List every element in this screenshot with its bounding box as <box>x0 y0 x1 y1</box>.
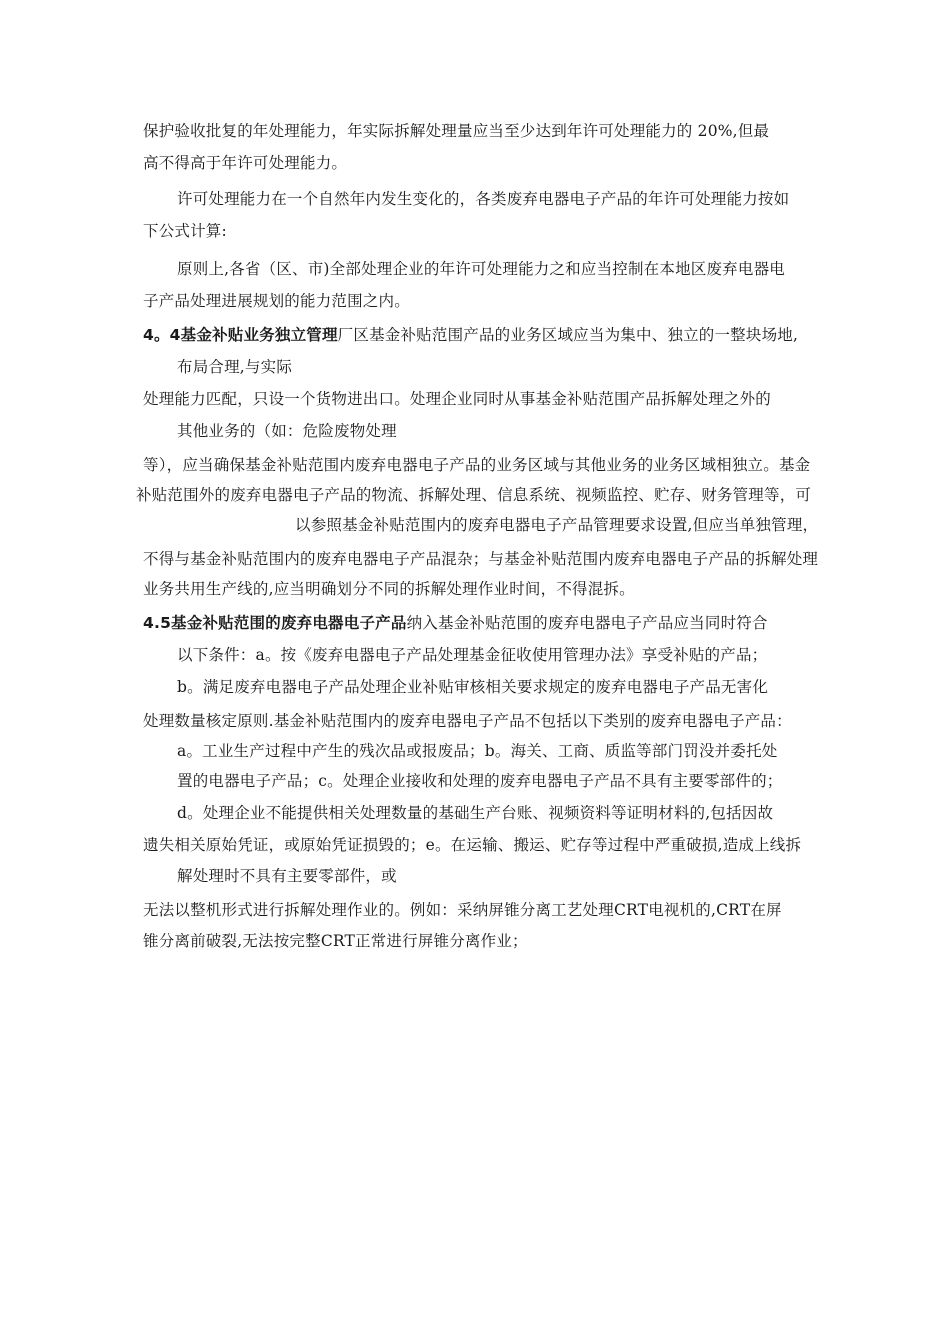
paragraph-line: 补贴范围外的废弃电器电子产品的物流、拆解处理、信息系统、视频监控、贮存、财务管理等，可 <box>136 486 812 504</box>
paragraph-line: 高不得高于年许可处理能力。 <box>143 154 348 172</box>
paragraph-line: 以参照基金补贴范围内的废弃电器电子产品管理要求设置,但应当单独管理， <box>295 516 819 534</box>
paragraph-line: 许可处理能力在一个自然年内发生变化的，各类废弃电器电子产品的年许可处理能力按如 <box>177 190 790 208</box>
paragraph-line: 布局合理,与实际 <box>177 358 293 376</box>
paragraph-line: 原则上,各省（区、市)全部处理企业的年许可处理能力之和应当控制在本地区废弃电器电 <box>177 260 785 278</box>
paragraph-line: a。工业生产过程中产生的残次品或报废品；b。海关、工商、质监等部门罚没并委托处 <box>177 742 778 760</box>
paragraph-line: 不得与基金补贴范围内的废弃电器电子产品混杂；与基金补贴范围内废弃电器电子产品的拆解处理 <box>143 550 819 568</box>
paragraph-line: 解处理时不具有主要零部件，或 <box>177 867 397 885</box>
paragraph-line: 保护验收批复的年处理能力，年实际拆解处理量应当至少达到年许可处理能力的 20%,但最 <box>143 122 770 140</box>
section-4-4-first-line <box>143 325 798 345</box>
paragraph-line: 锥分离前破裂,无法按完整CRT正常进行屏锥分离作业； <box>143 932 528 950</box>
paragraph-line: 处理能力匹配，只设一个货物进出口。处理企业同时从事基金补贴范围产品拆解处理之外的 <box>143 390 772 408</box>
paragraph-line: 遗失相关原始凭证，或原始凭证损毁的；e。在运输、搬运、贮存等过程中严重破损,造成上线拆 <box>143 836 802 854</box>
paragraph-line: 处理数量核定原则.基金补贴范围内的废弃电器电子产品不包括以下类别的废弃电器电子产品： <box>143 712 792 730</box>
paragraph-line: 下公式计算: <box>143 222 227 240</box>
paragraph-line: d。处理企业不能提供相关处理数量的基础生产台账、视频资料等证明材料的,包括因故 <box>177 804 774 822</box>
paragraph-line: 无法以整机形式进行拆解处理作业的。例如：采纳屏锥分离工艺处理CRT电视机的,CRT在屏 <box>143 901 782 919</box>
paragraph-line: 等），应当确保基金补贴范围内废弃电器电子产品的业务区域与其他业务的业务区域相独立。基金 <box>143 456 811 474</box>
section-text: 厂区基金补贴范围产品的业务区域应当为集中、独立的一整块场地, <box>337 326 799 344</box>
paragraph-line: 子产品处理进展规划的能力范围之内。 <box>143 292 410 310</box>
section-heading: 4.5基金补贴范围的废弃电器电子产品 <box>143 614 407 632</box>
paragraph-line: 以下条件：a。按《废弃电器电子产品处理基金征收使用管理办法》享受补贴的产品； <box>177 646 768 664</box>
paragraph-line: 业务共用生产线的,应当明确划分不同的拆解处理作业时间，不得混拆。 <box>143 580 635 598</box>
section-4-5-first-line <box>143 613 768 633</box>
section-text: 纳入基金补贴范围的废弃电器电子产品应当同时符合 <box>406 614 768 632</box>
section-heading: 4。4基金补贴业务独立管理 <box>143 326 338 344</box>
paragraph-line: b。满足废弃电器电子产品处理企业补贴审核相关要求规定的废弃电器电子产品无害化 <box>177 678 769 696</box>
paragraph-line: 其他业务的（如：危险废物处理 <box>177 422 397 440</box>
paragraph-line: 置的电器电子产品；c。处理企业接收和处理的废弃电器电子产品不具有主要零部件的； <box>177 772 783 790</box>
